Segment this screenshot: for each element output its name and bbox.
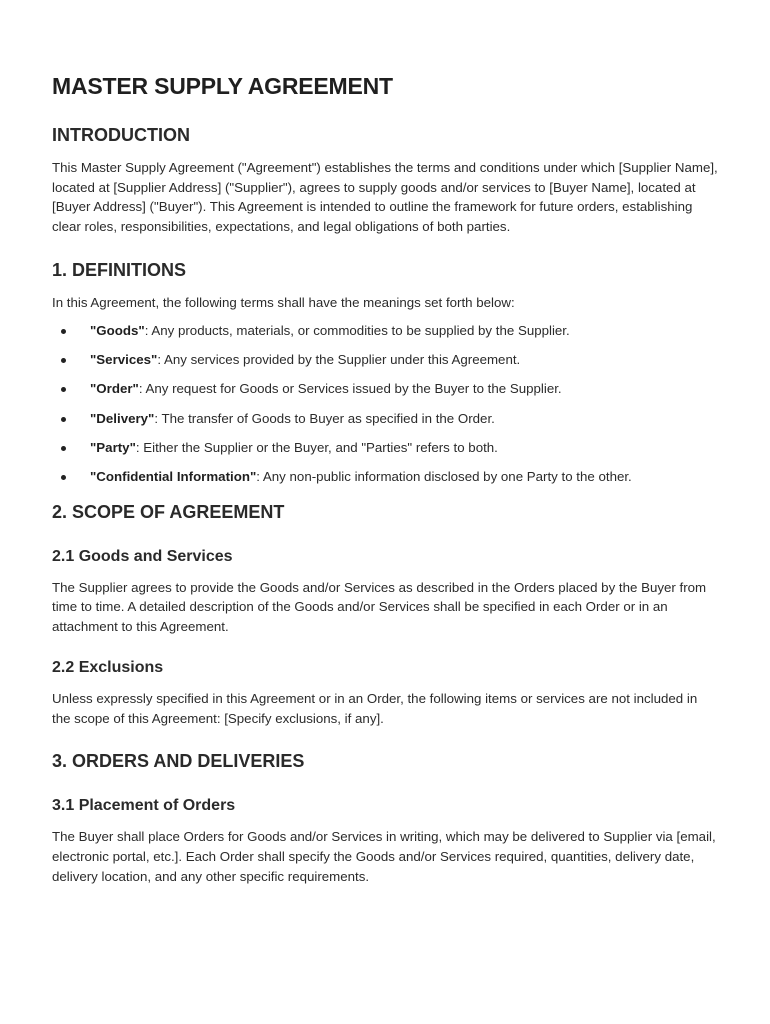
definition-text: : Any services provided by the Supplier under this Agreement. (157, 352, 521, 368)
bullet-icon (61, 417, 66, 422)
definition-text: : Any request for Goods or Services issued by the Buyer to the Supplier. (138, 381, 562, 397)
placement-paragraph: The Buyer shall place Orders for Goods and/or Services in writing, which may be delivered to Supplier via [email, electronic portal, etc.]. Each Order shall specify the Goods and/or Services required, quantities, delivery date, delivery location, and any other specific requirements. (52, 829, 716, 884)
bullet-icon (61, 475, 66, 480)
definition-term: "Services" (90, 352, 158, 368)
definition-term: "Party" (90, 439, 136, 455)
bullet-icon (61, 329, 66, 334)
definition-text: : Any non-public information disclosed by one Party to the other. (256, 468, 632, 484)
definition-text: : Any products, materials, or commodities to be supplied by the Supplier. (144, 322, 570, 338)
definition-item (52, 438, 718, 458)
orders-heading: 3. ORDERS AND DELIVERIES (52, 751, 305, 772)
definition-item (52, 321, 718, 341)
definition-term: "Delivery" (90, 410, 155, 426)
bullet-icon (61, 387, 66, 392)
document-title: MASTER SUPPLY AGREEMENT (52, 73, 393, 99)
definition-text: : The transfer of Goods to Buyer as specified in the Order. (154, 410, 495, 426)
definition-term: "Goods" (90, 322, 145, 338)
definition-term: "Order" (90, 381, 139, 397)
definition-item (52, 379, 718, 399)
bullet-icon (61, 446, 66, 451)
definition-item (52, 409, 718, 429)
definition-item (52, 467, 718, 487)
placement-heading: 3.1 Placement of Orders (52, 797, 236, 815)
introduction-heading: INTRODUCTION (52, 125, 190, 145)
definitions-heading: 1. DEFINITIONS (52, 260, 187, 281)
exclusions-heading: 2.2 Exclusions (52, 659, 164, 677)
exclusions-paragraph: Unless expressly specified in this Agreement or in an Order, the following items or services are not included in the scope of this Agreement: [Specify exclusions, if any]. (52, 691, 698, 726)
definitions-list (52, 321, 718, 487)
definition-text: : Either the Supplier or the Buyer, and "Parties" refers to both. (135, 439, 498, 455)
bullet-icon (61, 358, 66, 363)
definitions-intro: In this Agreement, the following terms shall have the meanings set forth below: (52, 295, 515, 311)
goods-services-heading: 2.1 Goods and Services (52, 547, 233, 565)
scope-heading: 2. SCOPE OF AGREEMENT (52, 501, 285, 522)
goods-services-paragraph: The Supplier agrees to provide the Goods and/or Services as described in the Orders placed by the Buyer from time to time. A detailed description of the Goods and/or Services shall be specified in each Order or in an attachment to this Agreement. (52, 579, 707, 634)
definition-item (52, 350, 718, 370)
definition-term: "Confidential Information" (90, 468, 257, 484)
introduction-paragraph: This Master Supply Agreement ("Agreement") establishes the terms and conditions under which [Supplier Name], located at [Supplier Address] ("Supplier"), agrees to supply goods and/or services to [Buyer Name], located at [Buyer Address] ("Buyer"). This Agreement is intended to outline the framework for future orders, establishing clear roles, responsibilities, expectations, and legal obligations of both parties. (52, 160, 718, 234)
